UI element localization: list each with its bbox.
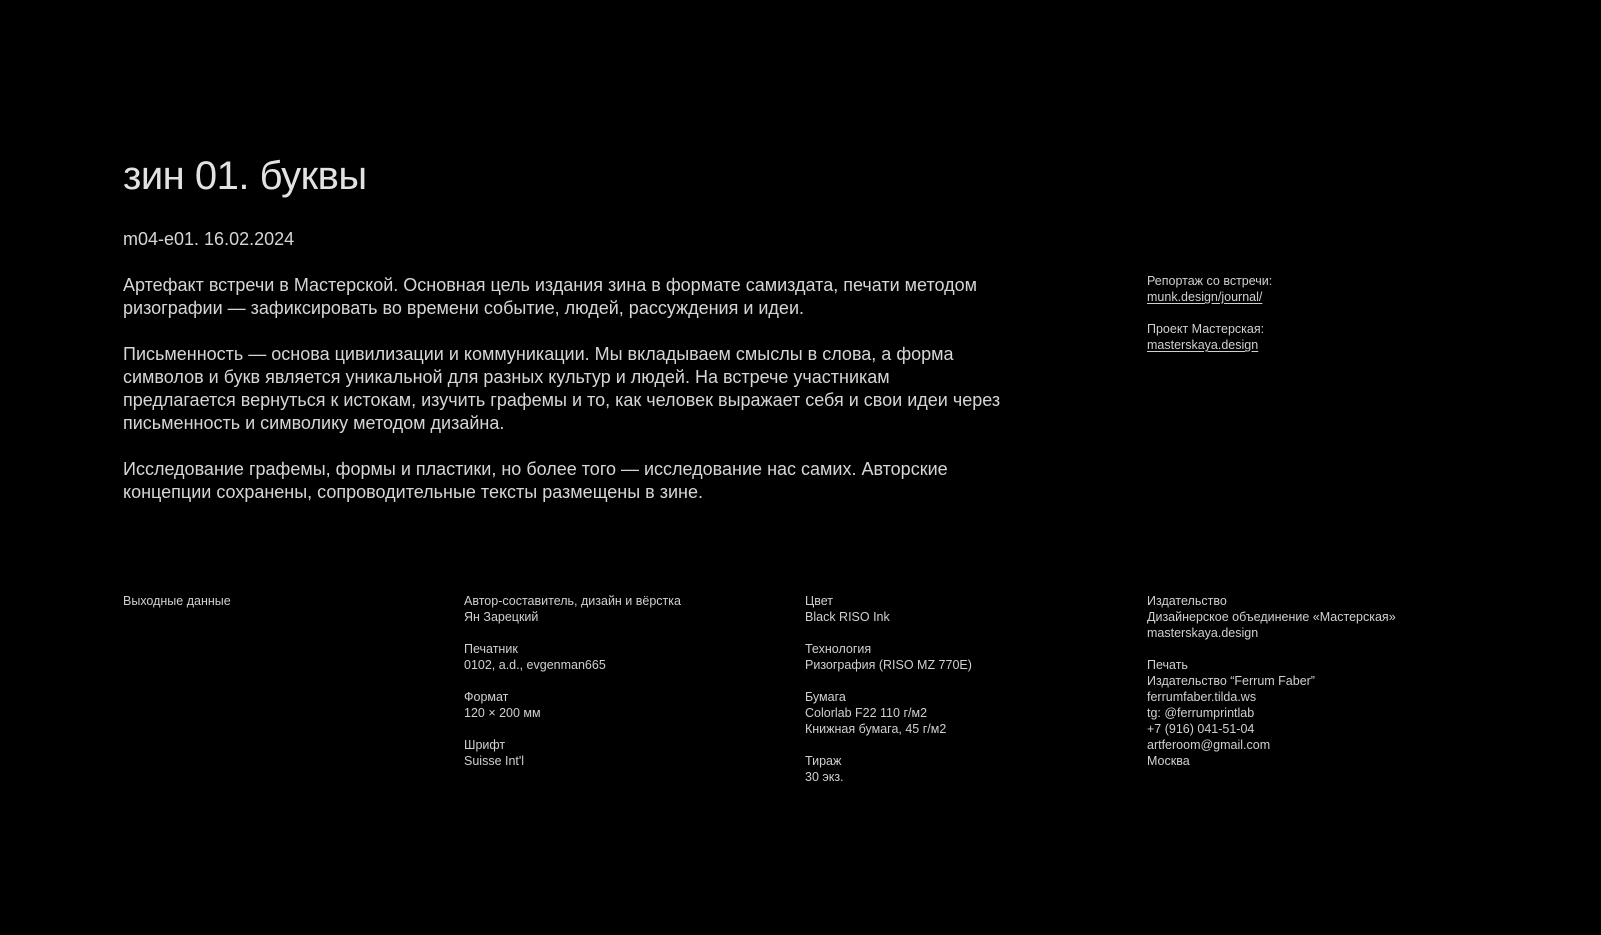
imprint-heading-column (123, 593, 231, 609)
imprint-value: Colorlab F22 110 г/м2 (805, 706, 928, 720)
description-paragraph: Письменность — основа цивилизации и коммуникации. Мы вкладываем смыслы в слова, а форма символов и букв является уникальной для разных культур и людей. На встрече участникам предлагается вернуться к истокам, изучить графемы и то, как человек выражает себя и свои идеи через письменность и символику методом дизайна. (123, 344, 1001, 433)
related-links (1147, 273, 1272, 369)
report-link[interactable]: munk.design/journal/ (1147, 290, 1263, 304)
page-title: зин 01. буквы (123, 154, 367, 198)
imprint-item (464, 737, 681, 769)
event-code-date: m04-e01. 16.02.2024 (123, 229, 295, 249)
imprint-label: Шрифт (464, 738, 506, 752)
imprint-value: Suisse Int'l (464, 754, 525, 768)
report-link-label: Репортаж со встречи: (1147, 274, 1273, 288)
report-link-group (1147, 273, 1272, 305)
imprint-item (464, 593, 681, 625)
imprint-value: Москва (1147, 754, 1190, 768)
imprint-value: 0102, a.d., evgenman665 (464, 658, 606, 672)
imprint-heading: Выходные данные (123, 594, 231, 608)
imprint-label: Автор-составитель, дизайн и вёрстка (464, 594, 681, 608)
imprint-item (805, 689, 972, 737)
imprint-value: Ризография (RISO MZ 770E) (805, 658, 972, 672)
imprint-value: Издательство “Ferrum Faber” (1147, 674, 1315, 688)
imprint-value: +7 (916) 041-51-04 (1147, 722, 1255, 736)
imprint-column-production (805, 593, 972, 801)
project-link[interactable]: masterskaya.design (1147, 338, 1259, 352)
imprint-value: 120 × 200 мм (464, 706, 541, 720)
imprint-label: Цвет (805, 594, 834, 608)
imprint-item (805, 641, 972, 673)
description-paragraph: Исследование графемы, формы и пластики, но более того — исследование нас самих. Авторские концепции сохранены, сопроводительные тексты размещены в зине. (123, 459, 948, 502)
imprint-label: Печать (1147, 658, 1188, 672)
imprint-label: Бумага (805, 690, 846, 704)
description (123, 274, 1003, 527)
description-paragraph: Артефакт встречи в Мастерской. Основная цель издания зина в формате самиздата, печати методом ризографии — зафиксировать во времени событие, людей, рассуждения и идеи. (123, 275, 977, 318)
imprint-value: Книжная бумага, 45 г/м2 (805, 722, 947, 736)
imprint-value: masterskaya.design (1147, 626, 1259, 640)
imprint-value: Дизайнерское объединение «Мастерская» (1147, 610, 1396, 624)
imprint-item (1147, 657, 1396, 769)
imprint-label: Тираж (805, 754, 842, 768)
imprint-value: Black RISO Ink (805, 610, 890, 624)
imprint-label: Формат (464, 690, 509, 704)
imprint-value: tg: @ferrumprintlab (1147, 706, 1255, 720)
imprint-value: artferoom@gmail.com (1147, 738, 1271, 752)
project-link-label: Проект Мастерская: (1147, 322, 1265, 336)
imprint-item (464, 689, 681, 721)
imprint-item (805, 593, 972, 625)
imprint-item (464, 641, 681, 673)
imprint-value: Ян Зарецкий (464, 610, 539, 624)
imprint-value: 30 экз. (805, 770, 844, 784)
imprint-column-publisher (1147, 593, 1396, 785)
project-link-group (1147, 321, 1272, 353)
imprint-item (1147, 593, 1396, 641)
imprint-item (805, 753, 972, 785)
imprint-value: ferrumfaber.tilda.ws (1147, 690, 1257, 704)
imprint-label: Печатник (464, 642, 518, 656)
imprint-label: Издательство (1147, 594, 1227, 608)
imprint-column-credits (464, 593, 681, 785)
imprint-label: Технология (805, 642, 872, 656)
